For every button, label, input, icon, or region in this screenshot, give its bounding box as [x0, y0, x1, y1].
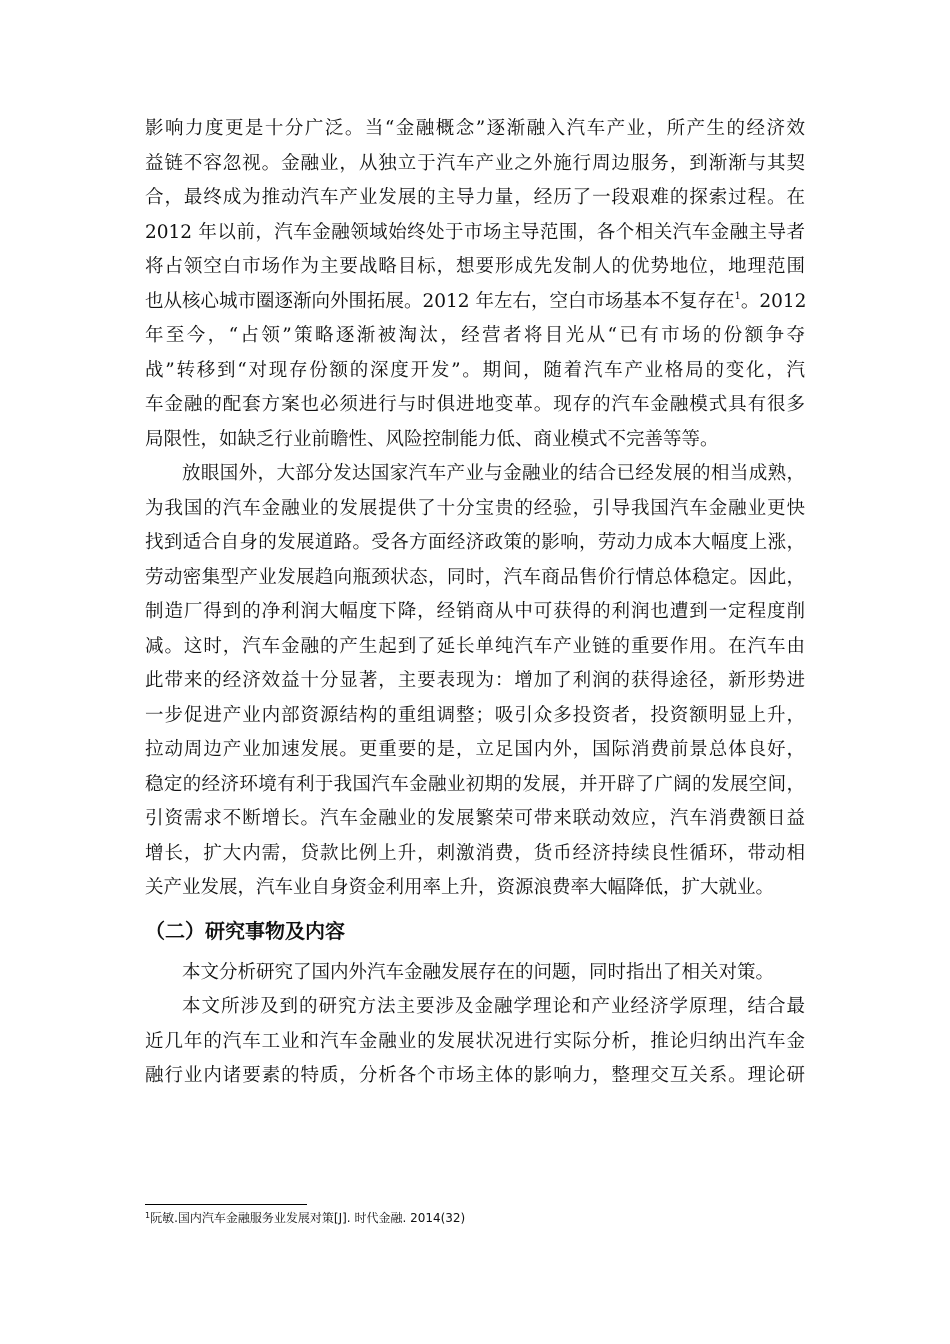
text-line: 2012 年以前，汽车金融领域始终处于市场主导范围，各个相关汽车金融主导者: [145, 221, 805, 243]
footnote-marker: 1: [145, 1211, 151, 1220]
footnote-separator: [145, 1204, 307, 1205]
text-line: 近几年的汽车工业和汽车金融业的发展状况进行实际分析，推论归纳出汽车金: [145, 1030, 805, 1052]
text-line: 影响力度更是十分广泛。当“金融概念”逐渐融入汽车产业，所产生的经济效: [145, 118, 805, 139]
text-segment: 也从核心城市圈逐渐向外围拓展。2012 年左右，空白市场基本不复存在: [145, 290, 735, 312]
footnote-text: 阮敏.国内汽车金融服务业发展对策[J]. 时代金融. 2014(32): [150, 1211, 466, 1225]
text-line: 放眼国外，大部分发达国家汽车产业与金融业的结合已经发展的相当成熟，: [182, 463, 805, 484]
paragraph-3: [145, 956, 805, 991]
paragraph-1: [145, 112, 805, 457]
text-line: 合，最终成为推动汽车产业发展的主导力量，经历了一段艰难的探索过程。在: [145, 187, 805, 208]
body-text: [145, 112, 805, 1094]
text-line: 引资需求不断增长。汽车金融业的发展繁荣可带来联动效应，汽车消费额日益: [145, 808, 805, 829]
text-line: 关产业发展，汽车业自身资金利用率上升，资源浪费率大幅降低，扩大就业。: [145, 877, 775, 898]
footnote: [145, 1210, 805, 1226]
text-line: 局限性，如缺乏行业前瞻性、风险控制能力低、商业模式不完善等等。: [145, 428, 719, 450]
text-line: 益链不容忽视。金融业，从独立于汽车产业之外施行周边服务，到渐渐与其契: [145, 152, 805, 174]
text-line: 融行业内诸要素的特质，分析各个市场主体的影响力，整理交互关系。理论研: [145, 1065, 805, 1086]
text-line: 稳定的经济环境有利于我国汽车金融业初期的发展，并开辟了广阔的发展空间，: [145, 773, 805, 795]
text-line: 劳动密集型产业发展趋向瓶颈状态，同时，汽车商品售价行情总体稳定。因此，: [145, 566, 805, 588]
paragraph-2: [145, 457, 805, 906]
text-line: 一步促进产业内部资源结构的重组调整；吸引众多投资者，投资额明显上升，: [145, 704, 805, 726]
text-line: 车金融的配套方案也必须进行与时俱进地变革。现存的汽车金融模式具有很多: [145, 394, 805, 415]
paragraph-4: [145, 990, 805, 1094]
text-line: 增长，扩大内需，贷款比例上升，刺激消费，货币经济持续良性循环，带动相: [145, 842, 805, 864]
text-line: 年至今，“占领”策略逐渐被淘汰，经营者将目光从“已有市场的份额争夺: [145, 325, 805, 346]
text-line: 本文所涉及到的研究方法主要涉及金融学理论和产业经济学原理，结合最: [182, 996, 805, 1017]
text-line: 拉动周边产业加速发展。更重要的是，立足国内外，国际消费前景总体良好，: [145, 739, 805, 760]
text-line: 制造厂得到的净利润大幅度下降，经销商从中可获得的利润也遭到一定程度削: [145, 601, 805, 622]
text-line: 本文分析研究了国内外汽车金融发展存在的问题，同时指出了相关对策。: [182, 961, 775, 983]
text-line: 为我国的汽车金融业的发展提供了十分宝贵的经验，引导我国汽车金融业更快: [145, 497, 805, 519]
text-line: 找到适合自身的发展道路。受各方面经济政策的影响，劳动力成本大幅度上涨，: [145, 532, 805, 553]
text-line: 此带来的经济效益十分显著，主要表现为：增加了利润的获得途径，新形势进: [145, 670, 805, 691]
section-heading: （二）研究事物及内容: [145, 918, 345, 943]
text-line: 减。这时，汽车金融的产生起到了延长单纯汽车产业链的重要作用。在汽车由: [145, 635, 805, 657]
footnote-reference[interactable]: 1: [734, 290, 741, 302]
text-line: 战”转移到“对现存份额的深度开发”。期间，随着汽车产业格局的变化，汽: [145, 359, 805, 381]
text-segment: 。2012: [740, 290, 807, 312]
text-line: 将占领空白市场作为主要战略目标，想要形成先发制人的优势地位，地理范围: [145, 256, 805, 277]
text-line-with-footnote: [145, 285, 805, 320]
